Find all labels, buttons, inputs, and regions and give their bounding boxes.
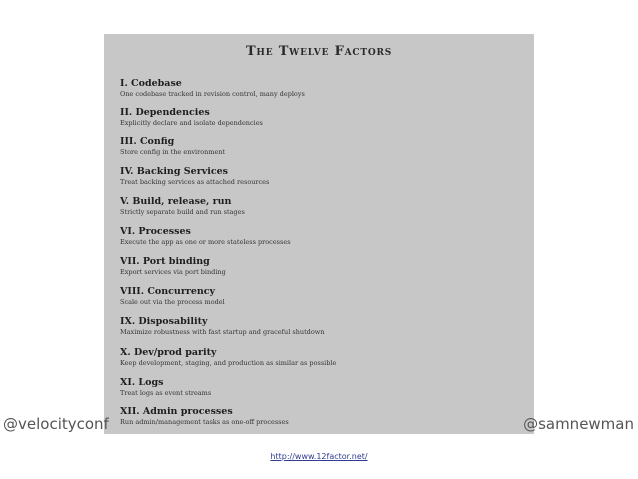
twelve-factor-link[interactable]: http://www.12factor.net/ <box>270 452 368 461</box>
factor-item <box>120 196 245 217</box>
factor-description: Strictly separate build and run stages <box>120 208 245 216</box>
factor-name: XI. Logs <box>120 377 164 388</box>
factor-name: X. Dev/prod parity <box>120 347 217 358</box>
factor-item <box>120 316 325 337</box>
factor-description: Store config in the environment <box>120 148 226 156</box>
factor-item <box>120 406 289 427</box>
factor-name: IX. Disposability <box>120 316 208 327</box>
factor-name: VI. Processes <box>120 226 191 237</box>
factor-name: IV. Backing Services <box>120 166 229 177</box>
factor-name: V. Build, release, run <box>120 196 232 207</box>
factor-description: Execute the app as one or more stateless processes <box>120 238 291 246</box>
factor-name: XII. Admin processes <box>120 406 233 417</box>
factor-item <box>120 286 225 307</box>
factor-description: One codebase tracked in revision control, many deploys <box>120 90 305 98</box>
factor-item <box>120 377 211 398</box>
factor-description: Maximize robustness with fast startup and graceful shutdown <box>120 328 325 336</box>
page-title: The Twelve Factors <box>245 44 393 59</box>
factor-description: Treat logs as event streams <box>120 389 212 397</box>
factor-item <box>120 347 336 368</box>
factor-item <box>120 136 225 157</box>
factor-description: Treat backing services as attached resources <box>120 178 270 186</box>
factor-item <box>120 256 226 277</box>
factor-description: Export services via port binding <box>120 268 226 276</box>
factor-name: VII. Port binding <box>120 256 210 267</box>
factor-name: I. Codebase <box>120 78 182 89</box>
factor-description: Run admin/management tasks as one-off processes <box>120 418 289 426</box>
factor-name: II. Dependencies <box>120 107 210 118</box>
samnewman-handle: @samnewman <box>523 415 634 433</box>
factor-name: III. Config <box>120 136 175 147</box>
factor-description: Explicitly declare and isolate dependencies <box>120 119 263 127</box>
velocityconf-handle: @velocityconf <box>3 415 109 433</box>
factor-description: Keep development, staging, and production as similar as possible <box>120 359 337 367</box>
factor-item <box>120 107 263 128</box>
factor-description: Scale out via the process model <box>120 298 225 306</box>
factor-name: VIII. Concurrency <box>120 286 216 297</box>
factor-item <box>120 166 269 187</box>
factor-item <box>120 78 305 99</box>
factor-item <box>120 226 291 247</box>
twelve-factors-image <box>104 34 534 434</box>
